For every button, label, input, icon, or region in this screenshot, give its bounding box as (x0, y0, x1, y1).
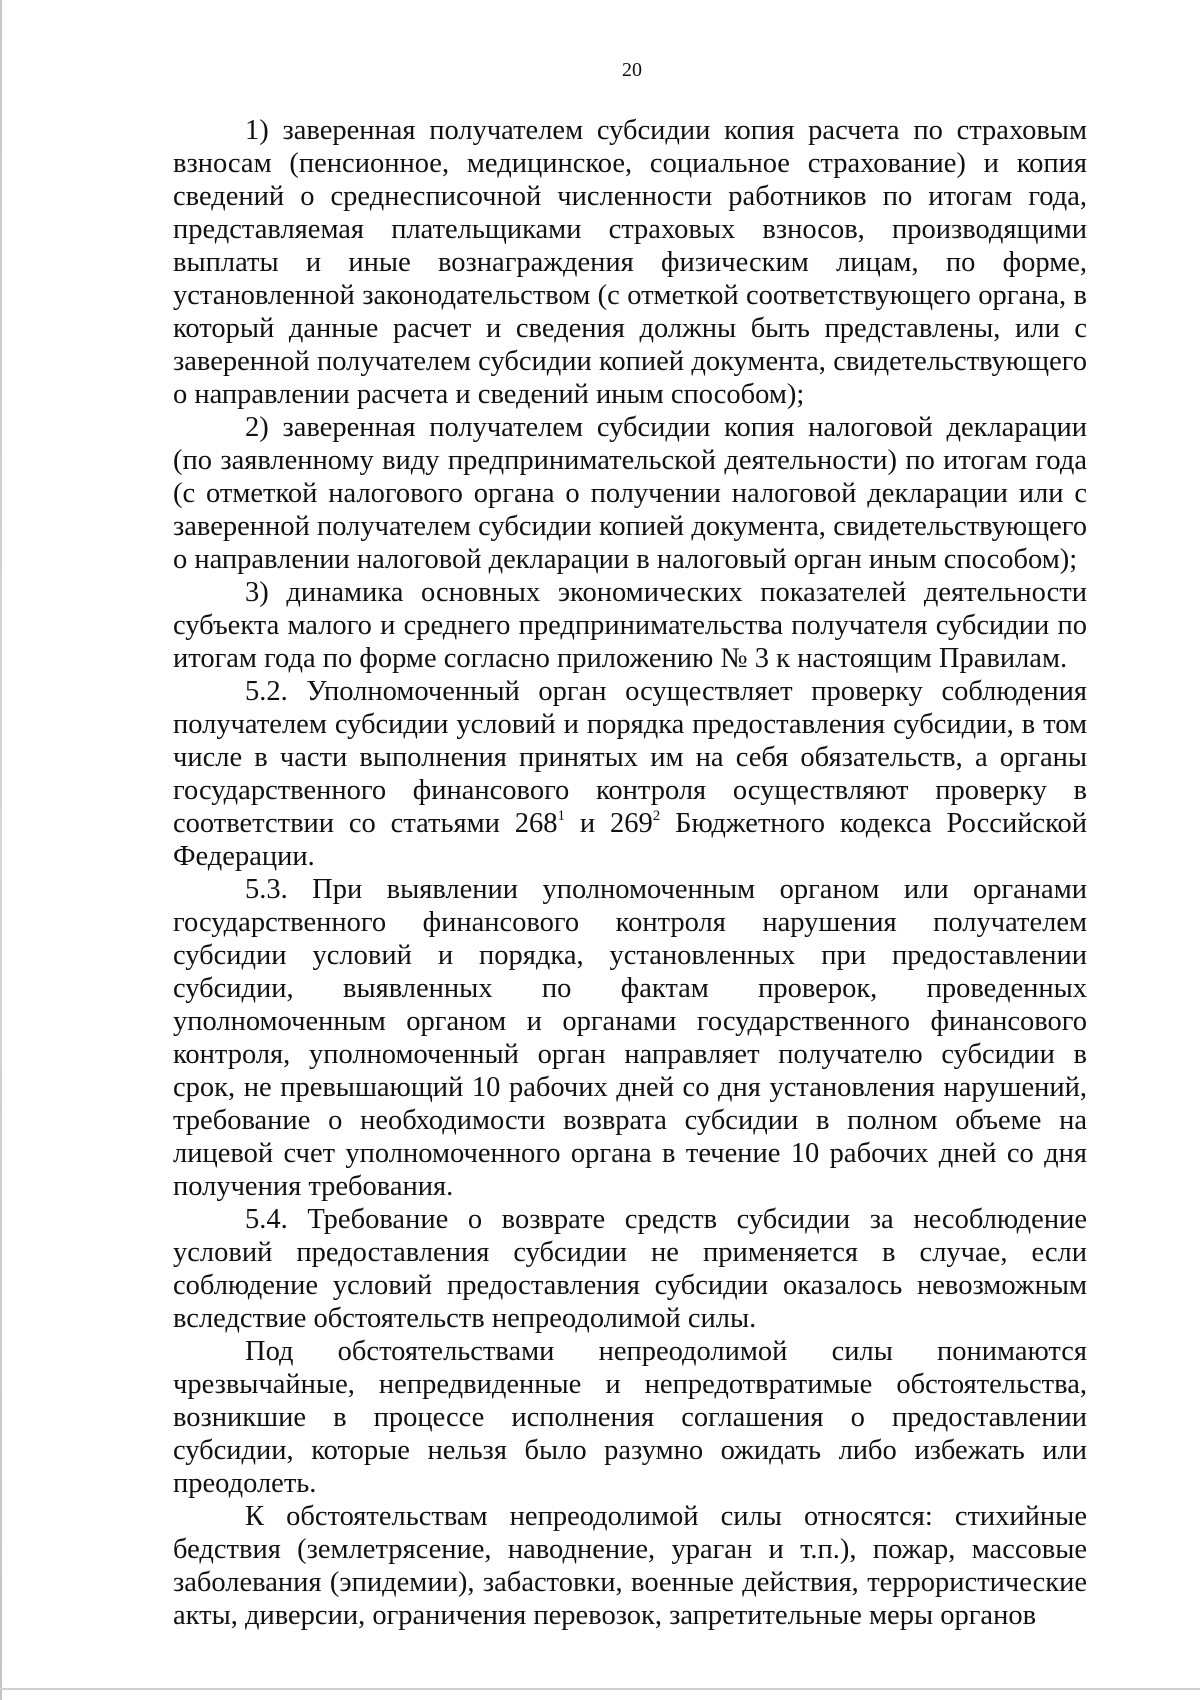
paragraph-item-1: 1) заверенная получателем субсидии копия расчета по страховым взносам (пенсионное, медицинское, социальное страхование) и копия сведений о среднесписочной численности работников по итогам года, представляемая плательщиками страховых взносов, производящими выплаты и иные вознаграждения физическим лицам, по форме, установленной законодательством (с отметкой соответствующего органа, в который данные расчет и сведения должны быть представлены, или с заверенной получателем субсидии копией документа, свидетельствующего о направлении расчета и сведений иным способом); (173, 115, 1087, 410)
page-number: 20 (622, 59, 642, 81)
paragraph-5-2-text-start: 5.2. Уполномоченный орган осуществляет проверку соблюдения получателем субсидии условий и порядка предоставления субсидии, в том числе в части выполнения принятых им на себя обязательств, а органы государственного финансового контроля осуществляют проверку в соответствии со статьями 268 (173, 676, 1087, 839)
scan-bottom-edge (0, 1688, 1200, 1690)
paragraph-5-3: 5.3. При выявлении уполномоченным органом или органами государственного финансового контроля нарушения получателем субсидии условий и порядка, установленных при предоставлении субсидии, выявленных по фактам проверок, проведенных уполномоченным органом и органами государственного финансового контроля, уполномоченный орган направляет получателю субсидии в срок, не превышающий 10 рабочих дней со дня установления нарушений, требование о необходимости возврата субсидии в полном объеме на лицевой счет уполномоченного органа в течение 10 рабочих дней со дня получения требования. (173, 874, 1087, 1202)
paragraph-5-2 (173, 675, 1087, 873)
document-body (173, 114, 1087, 1632)
paragraph-5-4: 5.4. Требование о возврате средств субсидии за несоблюдение условий предоставления субсидии не применяется в случае, если соблюдение условий предоставления субсидии оказалось невозможным вследствие обстоятельств непреодолимой силы. (173, 1204, 1087, 1334)
paragraph-5-2-text-middle: и 269 (565, 808, 653, 839)
paragraph-item-3: 3) динамика основных экономических показателей деятельности субъекта малого и среднего предпринимательства получателя субсидии по итогам года по форме согласно приложению № 3 к настоящим Правилам. (173, 577, 1087, 674)
paragraph-item-2: 2) заверенная получателем субсидии копия налоговой декларации (по заявленному виду предпринимательской деятельности) по итогам года (с отметкой налогового органа о получении налоговой декларации или с заверенной получателем субсидии копией документа, свидетельствующего о направлении налоговой декларации в налоговый орган иным способом); (173, 412, 1087, 575)
paragraph-force-majeure-definition: Под обстоятельствами непреодолимой силы понимаются чрезвычайные, непредвиденные и непредотвратимые обстоятельства, возникшие в процессе исполнения соглашения о предоставлении субсидии, которые нельзя было разумно ожидать либо избежать или преодолеть. (173, 1336, 1087, 1499)
paragraph-5-2-text-end: Бюджетного кодекса Российской Федерации. (173, 808, 1087, 872)
scan-left-edge (0, 0, 2, 1700)
superscript-1: 1 (557, 808, 566, 824)
superscript-2: 2 (652, 808, 661, 824)
paragraph-force-majeure-list: К обстоятельствам непреодолимой силы относятся: стихийные бедствия (землетрясение, наводнение, ураган и т.п.), пожар, массовые заболевания (эпидемии), забастовки, военные действия, террористические акты, диверсии, ограничения перевозок, запретительные меры органов (173, 1501, 1087, 1631)
